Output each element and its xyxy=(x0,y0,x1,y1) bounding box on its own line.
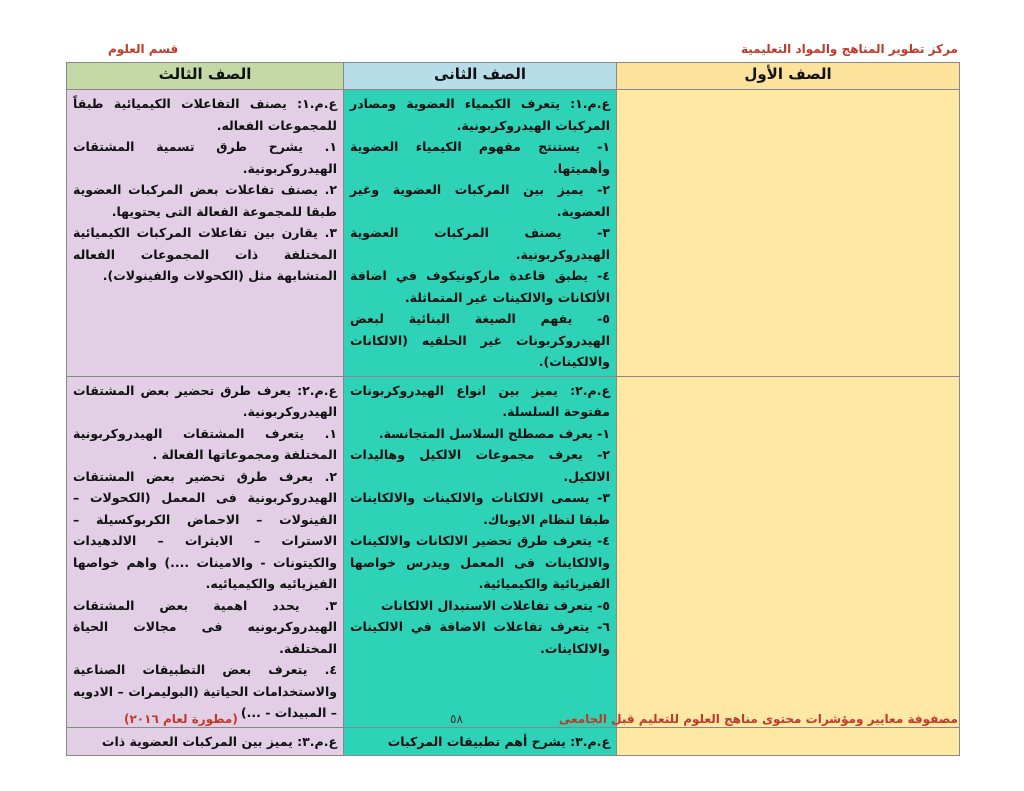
list-item: ١. يتعرف المشتقات الهيدروكربونية المختلفة ومجموعاتها الفعالة . xyxy=(73,425,337,462)
list-item: ع.م.١: يتعرف الكيمياء العضوية ومصادر المركبات الهيدروكربونية. xyxy=(350,96,610,133)
cell-third-grade xyxy=(67,376,344,727)
list-item: ٣- يسمى الالكانات والالكينات والالكاينات طبقا لنظام الايوباك. xyxy=(350,490,610,527)
list-item: ٤- يطبق قاعدة ماركونيكوف في اضافة الألكانات والالكينات غير المتماثلة. xyxy=(350,268,610,305)
list-item: ٣. يحدد اهمية بعض المشتقات الهيدروكربونيه فى مجالات الحياة المختلفة. xyxy=(73,597,337,656)
list-item: ٣. يقارن بين تفاعلات المركبات الكيميائية المختلفة ذات المجموعات الفعاله المتشابهة مثل (الكحولات والفينولات). xyxy=(73,225,337,283)
list-item: ٤. يتعرف بعض التطبيقات الصناعية والاستخدامات الحياتية (البوليمرات – الادويه – المبيدات - ...) xyxy=(73,662,337,720)
curriculum-table xyxy=(66,62,960,756)
list-item: ع.م.٢: يعرف طرق تحضير بعض المشتقات الهيدروكربونية. xyxy=(73,382,337,419)
list-item: ٢- يميز بين المركبات العضوية وغير العضوية. xyxy=(350,182,610,219)
column-header-third: الصف الثالث xyxy=(67,63,344,90)
list-item: ع.م.٢: يميز بين انواع الهيدروكربونات مفتوحة السلسلة. xyxy=(350,382,610,419)
header-center-name: مركز تطوير المناهج والمواد التعليمية xyxy=(740,42,958,56)
table-row xyxy=(67,376,960,727)
cell-first-grade xyxy=(617,90,960,377)
table-row xyxy=(67,90,960,377)
list-item: ١. يشرح طرق تسمية المشتقات الهيدروكربونية. xyxy=(73,139,337,176)
list-item: ٣- يصنف المركبات العضوية الهيدروكربونية. xyxy=(350,225,610,262)
list-item: ١- يستنتج مفهوم الكيمياء العضوية وأهميتها. xyxy=(350,139,610,176)
list-item: ٢. يعرف طرق تحضير بعض المشتقات الهيدروكربونية فى المعمل (الكحولات – الفينولات – الاحماض الكربوكسيلة – الاسترات – الايثرات – الالدهيدات والكيتونات - والامينات ....) واهم خواصها الفيزيائيه والكيميائيه. xyxy=(73,468,337,591)
page-number: ٥٨ xyxy=(450,712,463,726)
footer-document-title: مصفوفة معايير ومؤشرات محتوى مناهج العلوم للتعليم قبل الجامعى xyxy=(558,712,958,726)
list-item: ٥- يتعرف تفاعلات الاستبدال الالكانات xyxy=(381,597,610,613)
list-item: ٦- يتعرف تفاعلات الاضافة في الالكينات والالكاينات. xyxy=(350,619,610,656)
cell-third-grade xyxy=(67,90,344,377)
list-item: ٢. يصنف تفاعلات بعض المركبات العضوية طبقا للمجموعة الفعالة التى يحتويها. xyxy=(73,182,337,219)
cell-third-grade xyxy=(67,727,344,756)
list-item: ١- يعرف مصطلح السلاسل المتجانسة. xyxy=(378,425,610,441)
cell-first-grade xyxy=(617,727,960,756)
header-department: قسم العلوم xyxy=(108,42,179,56)
table-row xyxy=(67,727,960,756)
column-header-first: الصف الأول xyxy=(617,63,960,90)
cell-second-grade xyxy=(344,90,617,377)
list-item: ٢- يعرف مجموعات الالكيل وهاليدات الالكيل. xyxy=(350,447,610,484)
footer-edition: (مطورة لعام ٢٠١٦) xyxy=(124,712,238,726)
column-header-second: الصف الثانى xyxy=(344,63,617,90)
list-item: ٤- يتعرف طرق تحضير الالكانات والالكينات والالكاينات فى المعمل ويدرس خواصها الفيزيائية والكيميائية. xyxy=(350,533,610,591)
list-item: ٥- يفهم الصيغة البنائية لبعض الهيدروكربونات غير الحلقيه (الالكانات والالكينات). xyxy=(350,311,610,369)
cell-second-grade xyxy=(344,376,617,727)
list-item: ع.م.٣: يشرح أهم تطبيقات المركبات xyxy=(387,733,610,749)
list-item: ع.م.٣: يميز بين المركبات العضوية ذات xyxy=(101,733,337,749)
list-item: ع.م.١: يصنف التفاعلات الكيميائية طبقاً للمجموعات الفعاله. xyxy=(73,96,337,133)
cell-second-grade xyxy=(344,727,617,756)
cell-first-grade xyxy=(617,376,960,727)
